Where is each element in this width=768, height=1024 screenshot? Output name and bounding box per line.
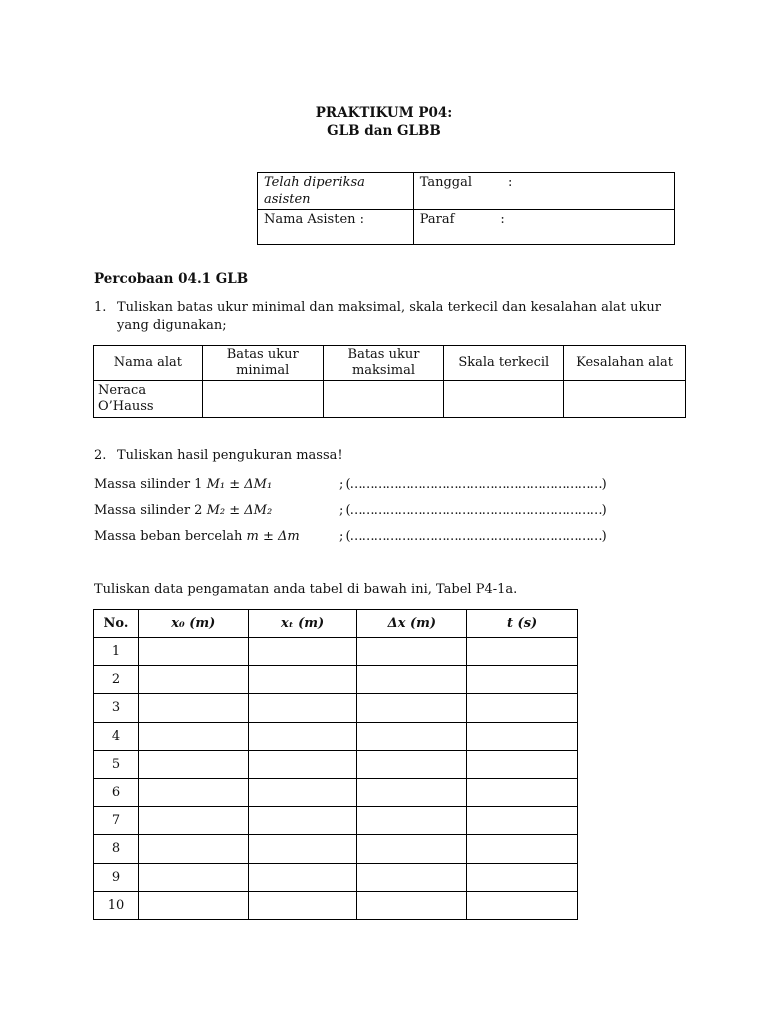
signature-cell[interactable] [413, 210, 674, 245]
tool-max-cell[interactable] [323, 381, 444, 418]
row-number: 3 [94, 694, 139, 722]
cell-xt[interactable] [248, 835, 357, 863]
mass-line-3 [94, 529, 300, 544]
row-number: 6 [94, 778, 139, 806]
mass-label: Massa silinder 1 [94, 477, 207, 492]
table-row [94, 750, 578, 778]
section-heading: Percobaan 04.1 GLB [94, 271, 249, 287]
cell-t[interactable] [467, 666, 578, 694]
mass-symbol: M₂ ± ΔM₂ [206, 503, 273, 518]
row-number: 9 [94, 863, 139, 891]
obs-header-dx: Δx (m) [357, 610, 467, 638]
mass-fill-1[interactable]: ; (………………………………………………………) [339, 477, 606, 492]
cell-dx[interactable] [357, 638, 467, 666]
row-number: 1 [94, 638, 139, 666]
date-cell[interactable] [413, 173, 674, 210]
tool-header-max: Batas ukur maksimal [323, 346, 444, 381]
table-row [94, 835, 578, 863]
cell-dx[interactable] [357, 722, 467, 750]
cell-xt[interactable] [248, 891, 357, 919]
cell-t[interactable] [467, 694, 578, 722]
row-number: 2 [94, 666, 139, 694]
q2-text: Tuliskan hasil pengukuran massa! [117, 448, 343, 463]
mass-fill-3[interactable]: ; (………………………………………………………) [339, 529, 606, 544]
cell-t[interactable] [467, 891, 578, 919]
cell-t[interactable] [467, 722, 578, 750]
observation-table [93, 609, 578, 920]
obs-header-xt: xₜ (m) [248, 610, 357, 638]
doc-title-line1: PRAKTIKUM P04: [315, 105, 453, 121]
table-row [94, 694, 578, 722]
cell-t[interactable] [467, 863, 578, 891]
cell-x0[interactable] [138, 778, 248, 806]
doc-title-line2: GLB dan GLBB [327, 123, 441, 139]
date-colon: : [508, 175, 513, 190]
cell-dx[interactable] [357, 666, 467, 694]
measuring-tool-table [93, 345, 686, 418]
q2-number: 2. [94, 448, 107, 463]
assistant-check-table [257, 172, 675, 245]
cell-xt[interactable] [248, 778, 357, 806]
date-label: Tanggal [419, 175, 473, 190]
cell-x0[interactable] [138, 750, 248, 778]
cell-x0[interactable] [138, 835, 248, 863]
cell-dx[interactable] [357, 807, 467, 835]
mass-symbol: m ± Δm [246, 529, 300, 544]
row-number: 10 [94, 891, 139, 919]
table-row [94, 863, 578, 891]
cell-xt[interactable] [248, 863, 357, 891]
cell-x0[interactable] [138, 666, 248, 694]
cell-t[interactable] [467, 750, 578, 778]
tool-header-name: Nama alat [94, 346, 203, 381]
cell-t[interactable] [467, 835, 578, 863]
cell-xt[interactable] [248, 750, 357, 778]
tool-error-cell[interactable] [564, 381, 686, 418]
cell-x0[interactable] [138, 694, 248, 722]
cell-x0[interactable] [138, 891, 248, 919]
tool-header-min: Batas ukur minimal [202, 346, 323, 381]
mass-label: Massa beban bercelah [94, 529, 247, 544]
cell-xt[interactable] [248, 722, 357, 750]
row-number: 5 [94, 750, 139, 778]
tool-header-error: Kesalahan alat [564, 346, 686, 381]
signature-label: Paraf [419, 212, 455, 227]
cell-dx[interactable] [357, 835, 467, 863]
q1-text-line2: yang digunakan; [117, 318, 227, 333]
cell-dx[interactable] [357, 891, 467, 919]
assistant-name-label: Nama Asisten : [258, 210, 414, 245]
mass-fill-2[interactable]: ; (………………………………………………………) [339, 503, 606, 518]
checked-by-assistant-label: Telah diperiksa asisten [258, 173, 414, 210]
table-row [94, 807, 578, 835]
cell-xt[interactable] [248, 638, 357, 666]
obs-header-t: t (s) [467, 610, 578, 638]
tool-name-cell: Neraca O’Hauss [94, 381, 203, 418]
tool-scale-cell[interactable] [444, 381, 564, 418]
mass-line-2 [94, 503, 272, 518]
obs-header-no: No. [94, 610, 139, 638]
cell-x0[interactable] [138, 638, 248, 666]
cell-x0[interactable] [138, 807, 248, 835]
table-row [94, 891, 578, 919]
cell-x0[interactable] [138, 863, 248, 891]
cell-t[interactable] [467, 638, 578, 666]
cell-dx[interactable] [357, 863, 467, 891]
cell-dx[interactable] [357, 694, 467, 722]
table-row [94, 778, 578, 806]
cell-x0[interactable] [138, 722, 248, 750]
table-row [94, 722, 578, 750]
q1-text-line1: Tuliskan batas ukur minimal dan maksimal, skala terkecil dan kesalahan alat ukur [117, 300, 661, 315]
row-number: 8 [94, 835, 139, 863]
mass-symbol: M₁ ± ΔM₁ [206, 477, 273, 492]
tool-header-scale: Skala terkecil [444, 346, 564, 381]
mass-label: Massa silinder 2 [94, 503, 207, 518]
data-table-intro: Tuliskan data pengamatan anda tabel di bawah ini, Tabel P4-1a. [94, 582, 518, 597]
mass-line-1 [94, 477, 272, 492]
cell-xt[interactable] [248, 694, 357, 722]
q1-number: 1. [94, 300, 107, 315]
cell-xt[interactable] [248, 666, 357, 694]
cell-dx[interactable] [357, 778, 467, 806]
tool-min-cell[interactable] [202, 381, 323, 418]
row-number: 7 [94, 807, 139, 835]
cell-xt[interactable] [248, 807, 357, 835]
signature-colon: : [500, 212, 505, 227]
table-row [94, 638, 578, 666]
obs-header-x0: x₀ (m) [138, 610, 248, 638]
row-number: 4 [94, 722, 139, 750]
cell-t[interactable] [467, 778, 578, 806]
cell-dx[interactable] [357, 750, 467, 778]
cell-t[interactable] [467, 807, 578, 835]
table-row [94, 666, 578, 694]
